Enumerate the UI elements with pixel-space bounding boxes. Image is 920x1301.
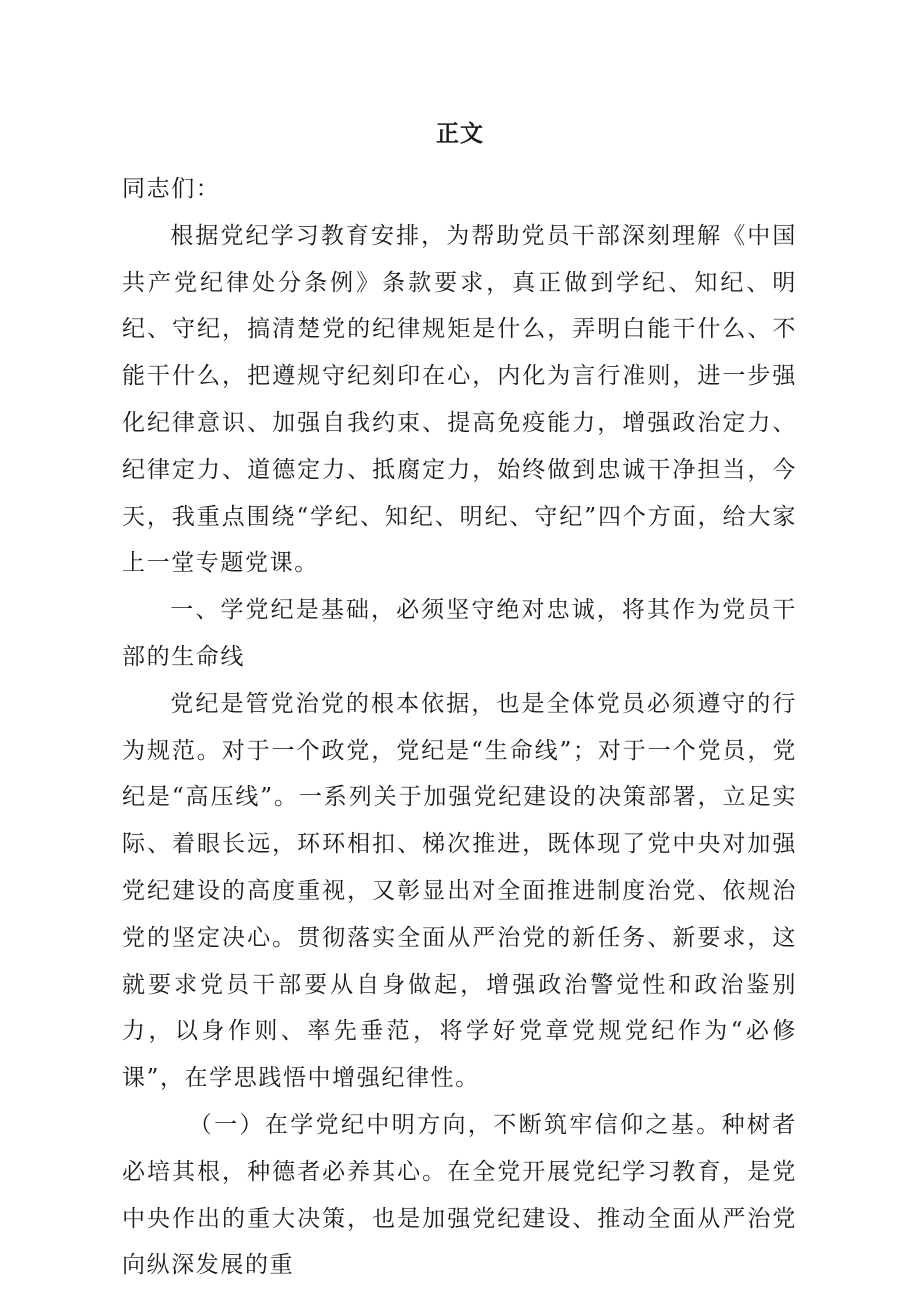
salutation: 同志们： [122, 176, 221, 202]
paragraph-intro: 根据党纪学习教育安排，为帮助党员干部深刻理解《中国共产党纪律处分条例》条款要求，真正做到学纪、知纪、明纪、守纪，搞清楚党的纪律规矩是什么，弄明白能干什么、不能干什么，把遵规守纪刻印在心，内化为言行准则，进一步强化纪律意识、加强自我约束、提高免疫能力，增强政治定力、纪律定力、道德定力、抵腐定力，始终做到忠诚干净担当，今天，我重点围绕“学纪、知纪、明纪、守纪”四个方面，给大家上一堂专题党课。 [122, 222, 797, 577]
section-heading-1: 一、学党纪是基础，必须坚守绝对忠诚，将其作为党员干部的生命线 [122, 597, 797, 670]
paragraph-section-1: 党纪是管党治党的根本依据，也是全体党员必须遵守的行为规范。对于一个政党，党纪是“生命线”；对于一个党员，党纪是“高压线”。一系列关于加强党纪建设的决策部署，立足实际、着眼长远，环环相扣、梯次推进，既体现了党中央对加强党纪建设的高度重视，又彰显出对全面推进制度治党、依规治党的坚定决心。贯彻落实全面从严治党的新任务、新要求，这就要求党员干部要从自身做起，增强政治警觉性和政治鉴别力，以身作则、率先垂范，将学好党章党规党纪作为“必修课”，在学思践悟中增强纪律性。 [122, 690, 797, 1092]
document-title: 正文 [436, 121, 484, 147]
paragraph-subsection-1: （一）在学党纪中明方向，不断筑牢信仰之基。种树者必培其根，种德者必养其心。在全党开展党纪学习教育，是党中央作出的重大决策，也是加强党纪建设、推动全面从严治党向纵深发展的重 [122, 1111, 797, 1279]
document-body [122, 166, 797, 1289]
